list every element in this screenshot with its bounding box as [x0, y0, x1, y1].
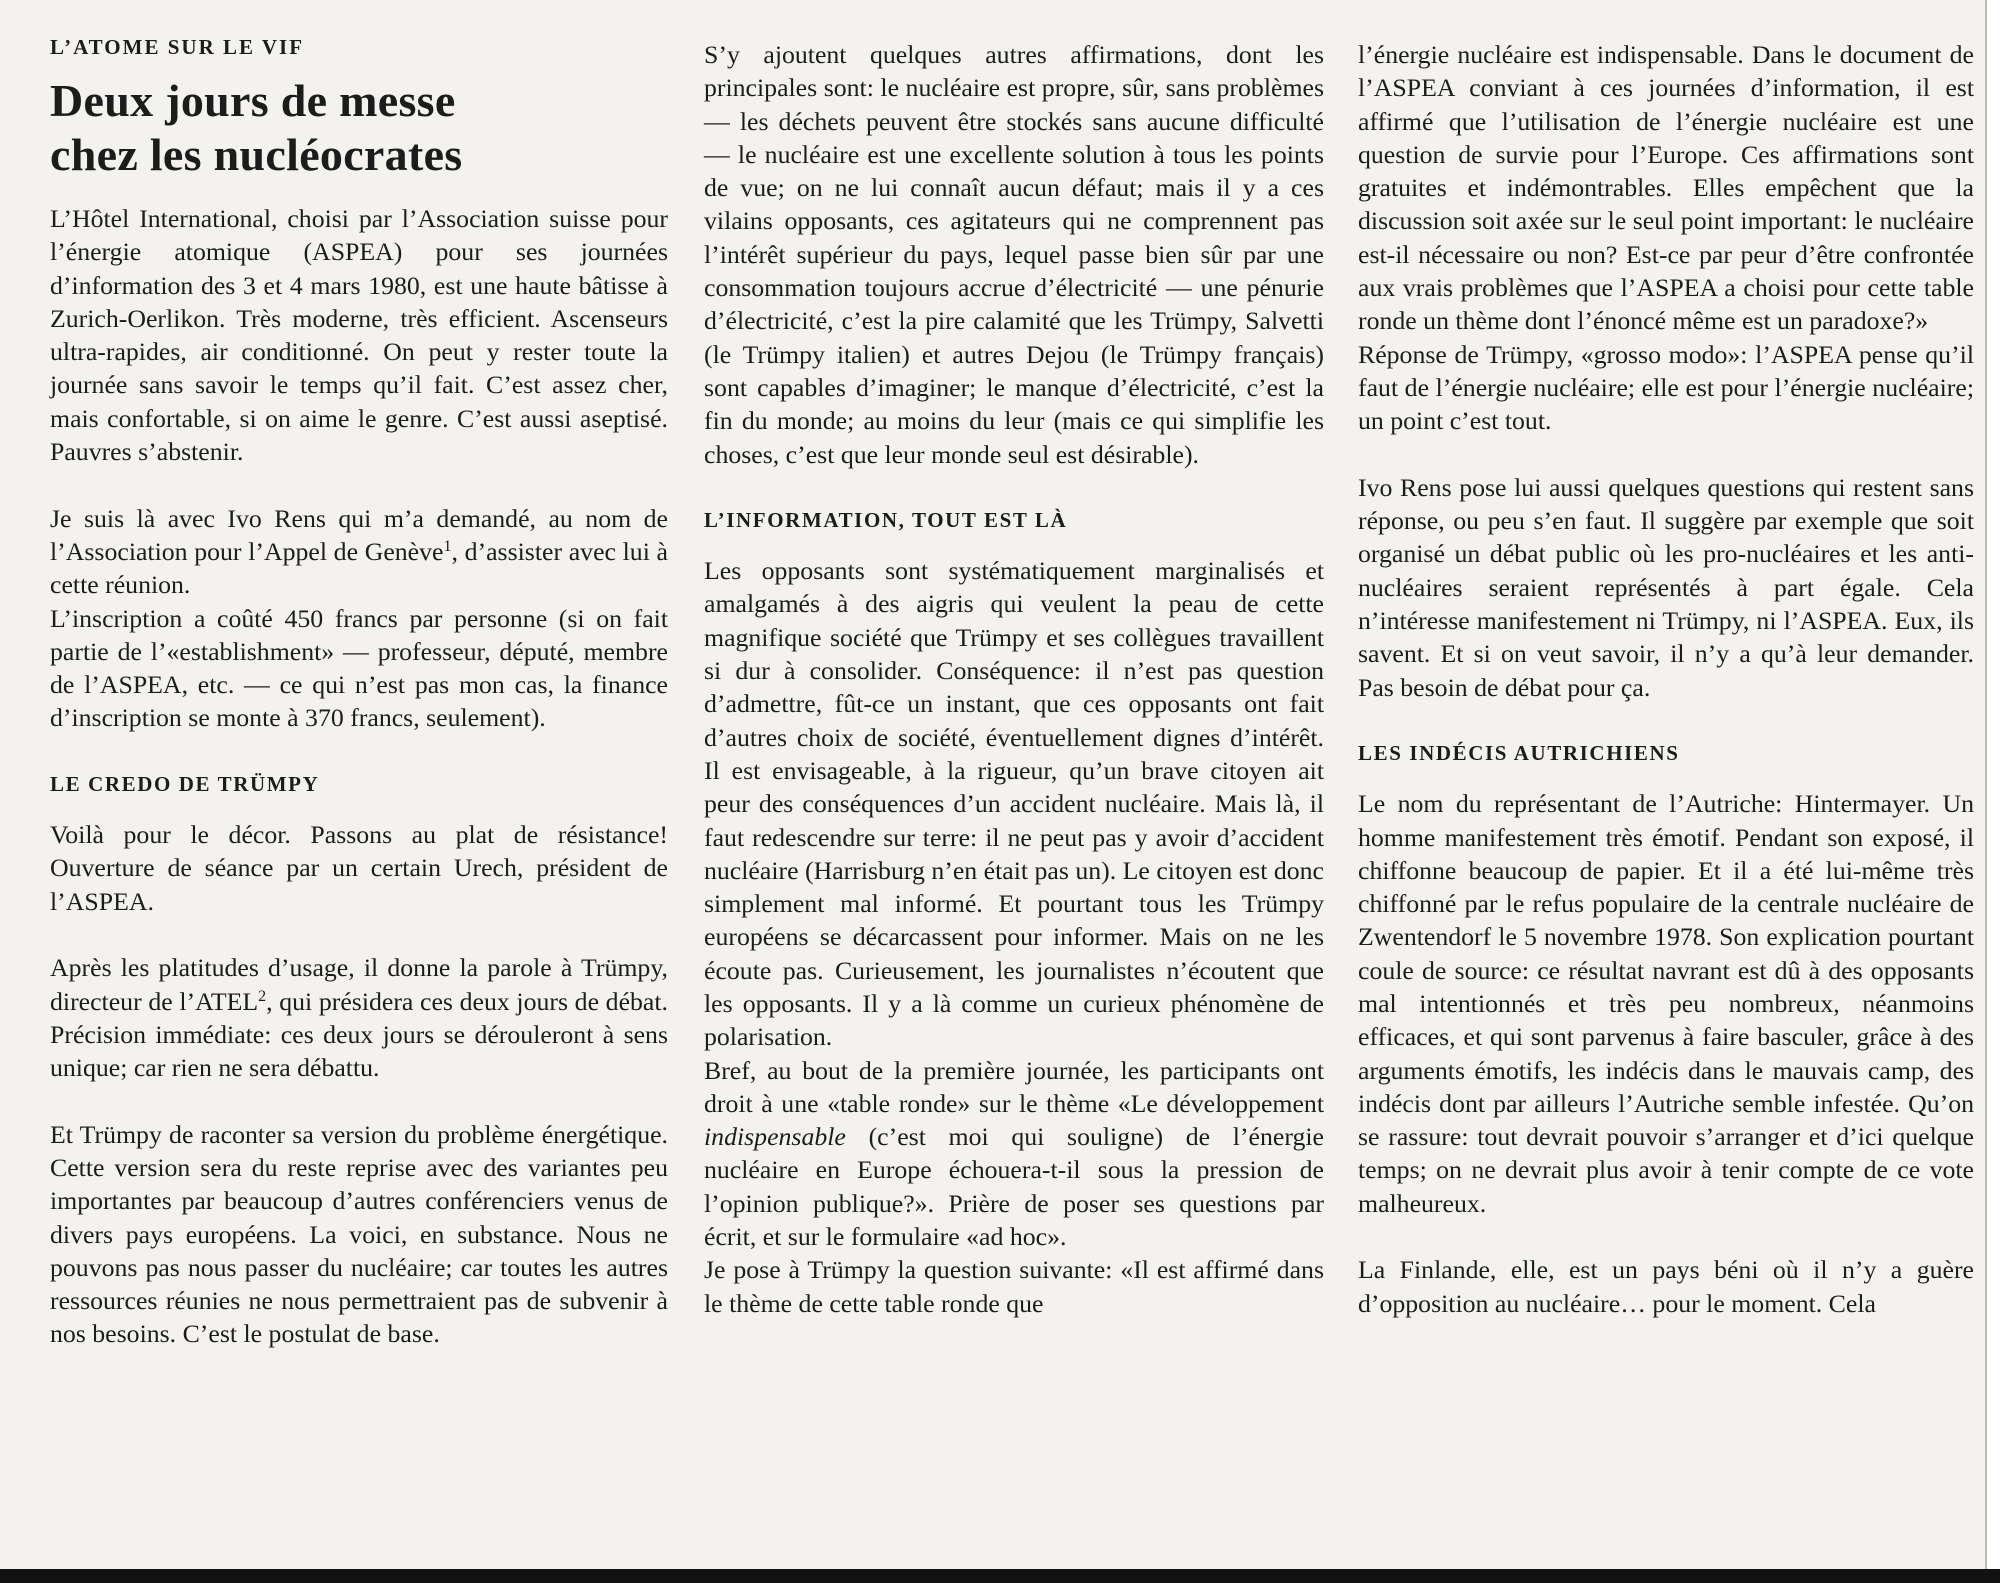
article-column-1: [50, 34, 668, 1351]
headline-line-2: chez les nucléocrates: [50, 129, 463, 180]
paragraph: Réponse de Trümpy, «grosso modo»: l’ASPEA pense qu’il faut de l’énergie nucléaire; elle est pour l’énergie nucléaire; un point c’est tout.: [1358, 339, 1974, 436]
scan-bottom-edge: [0, 1569, 2000, 1583]
paragraph: L’inscription a coûté 450 francs par personne (si on fait partie de l’«establishment» — professeur, député, membre de l’ASPEA, etc. — ce qui n’est pas mon cas, la finance d’inscription se monte à 370 francs, seulement).: [50, 603, 668, 733]
section-heading-information: L’INFORMATION, TOUT EST LÀ: [704, 508, 1068, 533]
section-heading-autrichiens: LES INDÉCIS AUTRICHIENS: [1358, 741, 1680, 766]
paragraph: Bref, au bout de la première journée, les participants ont droit à une «table ronde» sur le thème «Le développement indispensable (c’est moi qui souligne) de l’énergie nucléaire en Europe échouera-t-il sous la pression de l’opinion publique?». Prière de poser ses questions par écrit, et sur le formulaire «ad hoc».: [704, 1055, 1324, 1252]
paragraph: Après les platitudes d’usage, il donne la parole à Trümpy, directeur de l’ATEL$^2$, qui présidera ces deux jours de débat. Précision immédiate: ces deux jours se dérouleront à sens unique; car rien ne sera débattu.: [50, 953, 668, 1083]
paragraph: La Finlande, elle, est un pays béni où il n’y a guère d’opposition au nucléaire… pour le moment. Cela: [1358, 1255, 1974, 1318]
paragraph: l’énergie nucléaire est indispensable. Dans le document de l’ASPEA conviant à ces journées d’information, il est affirmé que l’utilisation de l’énergie nucléaire est une question de survie pour l’Europe. Ces affirmations sont gratuites et indémontrables. Elles empêchent que la discussion soit axée sur le seul point important: le nucléaire est-il nécessaire ou non? Est-ce par peur d’être confrontée aux vrais problèmes que l’ASPEA a choisi pour cette table ronde un thème dont l’énoncé même est un paradoxe?»: [1358, 40, 1974, 336]
paragraph: Le nom du représentant de l’Autriche: Hintermayer. Un homme manifestement très émotif. Pendant son exposé, il chiffonne beaucoup de papier. Et il a été lui-même très chiffonné par le refus populaire de la centrale nucléaire de Zwentendorf le 5 novembre 1978. Son explication pourtant coule de source: ce résultat navrant est dû à des opposants mal intentionnés et très peu nombreux, néanmoins efficaces, et qui sont parvenus à faire basculer, grâce à des arguments émotifs, les indécis dans le mauvais camp, des indécis dont par ailleurs l’Autriche semble infestée. Qu’on se rassure: tout devrait pouvoir s’arranger et d’ici quelque temps; on ne devrait plus avoir à tenir compte de ce vote malheureux.: [1358, 789, 1974, 1218]
article-kicker: L’ATOME SUR LE VIF: [50, 35, 305, 59]
paragraph: Les opposants sont systématiquement marginalisés et amalgamés à des aigris qui veulent la peau de cette magnifique société que Trümpy et ses collègues travaillent si dur à consolider. Conséquence: il n’est pas question d’admettre, fût-ce un instant, que ces opposants ont fait d’autres choix de société, éventuellement dignes d’intérêt. Il est envisageable, à la rigueur, qu’un brave citoyen ait peur des conséquences d’un accident nucléaire. Mais là, il faut redescendre sur terre: il ne peut pas y avoir d’accident nucléaire (Harrisburg n’en était pas un). Le citoyen est donc simplement mal informé. Et pourtant tous les Trümpy européens se décarcassent pour informer. Mais on ne les écoute pas. Curieusement, les journalistes n’écoutent que les opposants. Il y a là comme un curieux phénomène de polarisation.: [704, 556, 1324, 1052]
article-headline: [50, 74, 668, 182]
paragraph: Et Trümpy de raconter sa version du problème énergétique. Cette version sera du reste reprise avec des variantes peu importantes par beaucoup d’autres conférenciers venus de divers pays européens. La voici, en substance. Nous ne pouvons pas nous passer du nucléaire; car toutes les autres ressources réunies ne nous permettraient pas de subvenir à nos besoins. C’est le postulat de base.: [50, 1119, 668, 1349]
article-column-2: [704, 38, 1324, 1320]
paragraph: Voilà pour le décor. Passons au plat de résistance! Ouverture de séance par un certain Urech, président de l’ASPEA.: [50, 820, 668, 916]
paragraph: Je suis là avec Ivo Rens qui m’a demandé, au nom de l’Association pour l’Appel de Genève$^1$, d’assister avec lui à cette réunion.: [50, 503, 668, 600]
headline-line-1: Deux jours de messe: [50, 75, 456, 126]
footnote-marker: 1: [443, 537, 452, 555]
article-column-3: [1358, 38, 1974, 1320]
emphasized-word: indispensable: [704, 1122, 846, 1152]
paragraph: S’y ajoutent quelques autres affirmations, dont les principales sont: le nucléaire est propre, sûr, sans problèmes — les déchets peuvent être stockés sans aucune difficulté — le nucléaire est une excellente solution à tous les points de vue; on ne lui connaît aucun défaut; mais il y a ces vilains opposants, ces agitateurs qui ne comprennent pas l’intérêt supérieur du pays, lequel passe bien sûr par une consommation toujours accrue d’électricité — une pénurie d’électricité, c’est la pire calamité que les Trümpy, Salvetti (le Trümpy italien) et autres Dejou (le Trümpy français) sont capables d’imaginer; le manque d’électricité, c’est la fin du monde; au moins du leur (mais ce qui simplifie les choses, c’est que leur monde seul est désirable).: [704, 40, 1324, 469]
paragraph: Je pose à Trümpy la question suivante: «Il est affirmé dans le thème de cette table ronde que: [704, 1255, 1324, 1318]
paragraph: L’Hôtel International, choisi par l’Association suisse pour l’énergie atomique (ASPEA) pour ses journées d’information des 3 et 4 mars 1980, est une haute bâtisse à Zurich-Oerlikon. Très moderne, très efficient. Ascenseurs ultra-rapides, air conditionné. On peut y rester toute la journée sans savoir le temps qu’il fait. C’est assez cher, mais confortable, si on aime le genre. C’est aussi aseptisé. Pauvres s’abstenir.: [50, 204, 668, 467]
footnote-marker: 2: [258, 987, 267, 1005]
section-heading-credo: LE CREDO DE TRÜMPY: [50, 772, 320, 797]
paragraph: Ivo Rens pose lui aussi quelques questions qui restent sans réponse, ou peu s’en faut. Il suggère par exemple que soit organisé un débat public où les pro-nucléaires et les anti-nucléaires seraient représentés à part égale. Cela n’intéresse manifestement ni Trümpy, ni l’ASPEA. Eux, ils savent. Et si on veut savoir, il n’y a qu’à leur demander. Pas besoin de débat pour ça.: [1358, 472, 1974, 702]
